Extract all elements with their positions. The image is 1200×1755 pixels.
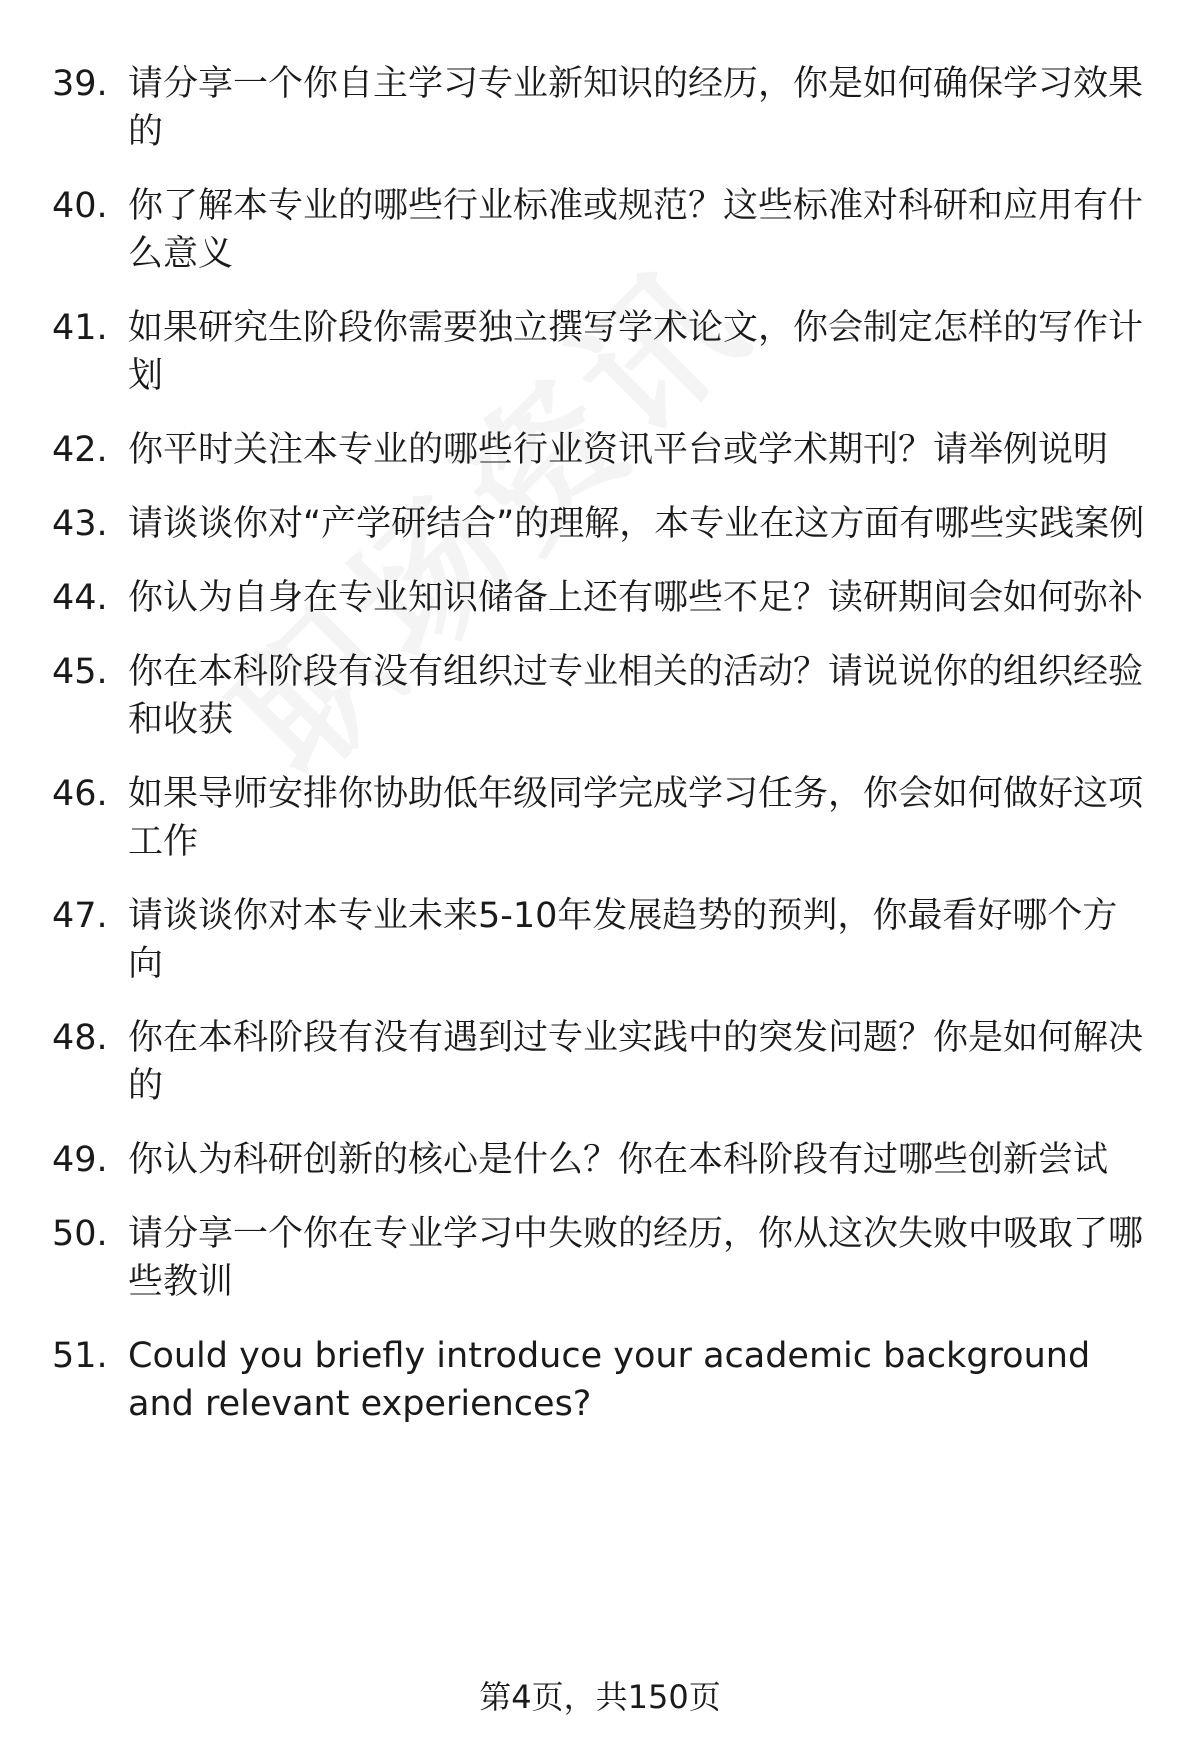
list-item — [0, 1332, 1200, 1428]
list-item — [0, 60, 1200, 156]
question-number: 43. — [52, 504, 108, 544]
question-number: 44. — [52, 578, 108, 618]
question-text: 请分享一个你自主学习专业新知识的经历，你是如何确保学习效果的 — [128, 64, 1144, 152]
list-item — [0, 1210, 1200, 1306]
question-list — [0, 60, 1200, 1454]
question-number: 45. — [52, 652, 108, 692]
list-item — [0, 182, 1200, 278]
question-number: 39. — [52, 64, 108, 104]
question-text: 请分享一个你在专业学习中失败的经历，你从这次失败中吸取了哪些教训 — [128, 1214, 1144, 1302]
list-item — [0, 574, 1200, 622]
list-item — [0, 1136, 1200, 1184]
question-number: 46. — [52, 774, 108, 814]
question-text: 你认为自身在专业知识储备上还有哪些不足？读研期间会如何弥补 — [128, 578, 1144, 618]
list-item — [0, 770, 1200, 866]
question-text: 如果导师安排你协助低年级同学完成学习任务，你会如何做好这项工作 — [128, 774, 1144, 862]
list-item — [0, 1014, 1200, 1110]
question-text: 请谈谈你对“产学研结合”的理解，本专业在这方面有哪些实践案例 — [128, 504, 1145, 544]
question-number: 48. — [52, 1018, 108, 1058]
question-number: 47. — [52, 896, 108, 936]
question-text: 你在本科阶段有没有组织过专业相关的活动？请说说你的组织经验和收获 — [128, 652, 1144, 740]
question-number: 41. — [52, 308, 108, 348]
list-item — [0, 304, 1200, 400]
question-text: 请谈谈你对本专业未来5-10年发展趋势的预判，你最看好哪个方向 — [128, 896, 1118, 984]
list-item — [0, 648, 1200, 744]
question-text: 你认为科研创新的核心是什么？你在本科阶段有过哪些创新尝试 — [128, 1140, 1109, 1180]
page-footer: 第4页，共150页 — [479, 1678, 721, 1716]
question-number: 50. — [52, 1214, 108, 1254]
list-item — [0, 500, 1200, 548]
question-number: 51. — [52, 1336, 108, 1376]
question-number: 40. — [52, 186, 108, 226]
question-text: 你在本科阶段有没有遇到过专业实践中的突发问题？你是如何解决的 — [128, 1018, 1144, 1106]
question-number: 42. — [52, 430, 108, 470]
list-item — [0, 426, 1200, 474]
question-text: 如果研究生阶段你需要独立撰写学术论文，你会制定怎样的写作计划 — [128, 308, 1144, 396]
list-item — [0, 892, 1200, 988]
question-text: Could you briefly introduce your academic background and relevant experiences? — [128, 1336, 1091, 1424]
question-text: 你平时关注本专业的哪些行业资讯平台或学术期刊？请举例说明 — [128, 430, 1109, 470]
question-number: 49. — [52, 1140, 108, 1180]
question-text: 你了解本专业的哪些行业标准或规范？这些标准对科研和应用有什么意义 — [128, 186, 1144, 274]
